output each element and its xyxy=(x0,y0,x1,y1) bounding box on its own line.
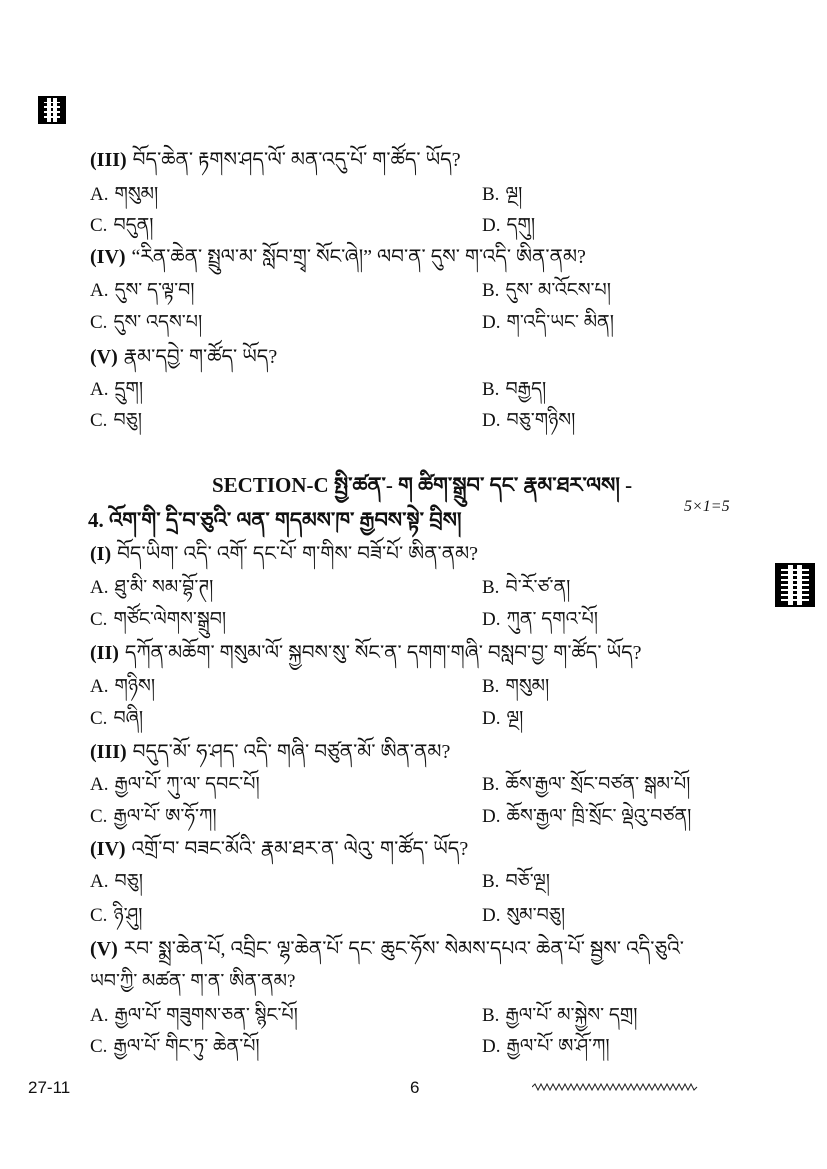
option-a: A. རྒྱལ་པོ་ ཀུ་ལ་ དབང་པོ། xyxy=(90,774,260,795)
option-b: B. གསུམ། xyxy=(482,676,550,697)
option-c: C. བཅུ། xyxy=(90,410,142,431)
option-d: D. བཅུ་གཉིས། xyxy=(482,410,576,431)
section-heading: SECTION-C སྤྱི་ཚན་- ག ཚིག་སྒྲུབ་ དང་ རྣམ་ཐར་ལས། - xyxy=(212,473,633,497)
option-c: C. གཙོང་ལེགས་སྒྲུབ། xyxy=(90,609,227,630)
question-prev-5: (V) རྣམ་དབྱེ་ ག་ཚོད་ ཡོད? xyxy=(90,346,278,368)
question-3: (III) བདུད་མོ་ ཧ་ཤད་ འདི་ གཞི་ བཙུན་མོ་ ཨིན་ནམ? xyxy=(90,741,451,763)
option-b: B. བཅོ་ལྔ། xyxy=(482,871,550,892)
qr-code-icon xyxy=(777,565,813,605)
option-b: B. རྒྱལ་པོ་ མ་སྐྱེས་ དགྲ། xyxy=(482,1005,638,1026)
option-a: A. གཉིས། xyxy=(90,676,156,697)
option-c: C. རྒྱལ་པོ་ གིང་ཏུ་ ཆེན་པོ། xyxy=(90,1036,260,1057)
option-d: D. ཀུན་ དགའ་པོ། xyxy=(482,609,599,630)
option-a: A. བཅུ། xyxy=(90,871,143,892)
paper-code: 27-11 xyxy=(28,1078,71,1097)
question-5: (V) རབ་ སྨྲ་ཆེན་པོ, འབྲིང་ ལྷ་ཆེན་པོ་ དང་ ཆུང་ཧོས་ སེམས་དཔའ་ ཆེན་པོ་ སྦྱས་ འདི་ཅུའི་ xyxy=(90,938,685,960)
option-b: B. ལྔ། xyxy=(482,184,523,205)
option-b: B. ཆོས་རྒྱལ་ སྲོང་བཙན་ སྒམ་པོ། xyxy=(482,774,691,795)
option-a: A. རྒྱལ་པོ་ གཟུགས་ཅན་ སྙིང་པོ། xyxy=(90,1005,298,1026)
option-a: A. གསུམ། xyxy=(90,184,159,205)
squiggle-line xyxy=(532,1082,698,1092)
option-d: D. ག་འདི་ཡང་ མིན། xyxy=(482,312,614,333)
option-d: D. ལྔ། xyxy=(482,708,524,729)
option-b: B. བརྒྱད། xyxy=(482,379,547,400)
option-d: D. རྒྱལ་པོ་ ཨ་ཤོ་ཀ། xyxy=(482,1036,610,1057)
option-c: C. བདུན། xyxy=(90,215,154,236)
option-c: C. ཉི་ཤུ། xyxy=(90,905,143,926)
option-c: C. དུས་ འདས་པ། xyxy=(90,312,203,333)
option-b: B. བེ་རོ་ཙ་ན། xyxy=(482,577,571,598)
question-5-continuation: ཡབ་ཀྱི་ མཚན་ ག་ན་ ཨིན་ནམ? xyxy=(90,971,296,992)
marks-label: 5×1=5 xyxy=(684,498,730,515)
option-c: C. རྒྱལ་པོ་ ཨ་ཧོ་ཀ། xyxy=(90,806,217,827)
question-4: (IV) འགྲོ་བ་ བཟང་མོའི་ རྣམ་ཐར་ན་ ལེའུ་ ག་ཚོད་ ཡོད? xyxy=(90,838,469,860)
question-prev-4: (IV) “རིན་ཆེན་ སྤྲུལ་མ་ སློབ་གྲྭ་ སོང་ཞེ།” ལབ་ན་ དུས་ ག་འདི་ ཨིན་ནམ? xyxy=(90,246,586,268)
option-a: A. དྲུག། xyxy=(90,379,144,400)
option-a: A. ཐུ་མི་ སམ་བྷོ་ཊ། xyxy=(90,577,214,598)
question-2: (II) དཀོན་མཆོག་ གསུམ་ལོ་ སྐྱབས་སུ་ སོང་ན་ དགག་གཞི་ བསླབ་བྱ་ ག་ཚོད་ ཡོད? xyxy=(90,642,642,664)
option-d: D. ཆོས་རྒྱལ་ ཁྲི་སྲོང་ ལྡེའུ་བཙན། xyxy=(482,806,692,827)
option-c: C. བཞི། xyxy=(90,708,144,729)
question-1: (I) བོད་ཡིག་ འདི་ འགོ་ དང་པོ་ ག་གིས་ བཟོ་པོ་ ཨིན་ནམ? xyxy=(90,543,478,565)
option-a: A. དུས་ ད་ལྟ་བ། xyxy=(90,280,195,301)
question-prev-3: (III) བོད་ཆེན་ རྟགས་ཤད་ལོ་ མན་འདུ་པོ་ ག་ཚོད་ ཡོད? xyxy=(90,149,461,171)
option-d: D. སུམ་བཅུ། xyxy=(482,905,566,926)
question-4-title: 4. འོག་གི་ དྲི་བ་ཅུའི་ ལན་ གདམས་ཁ་ རྒྱབས་སྟེ་ བྲིས། xyxy=(88,508,462,532)
option-d: D. དགུ། xyxy=(482,215,536,236)
page-number: 6 xyxy=(410,1078,420,1097)
option-b: B. དུས་ མ་འོངས་པ། xyxy=(482,280,611,301)
qr-code-icon xyxy=(40,98,64,122)
